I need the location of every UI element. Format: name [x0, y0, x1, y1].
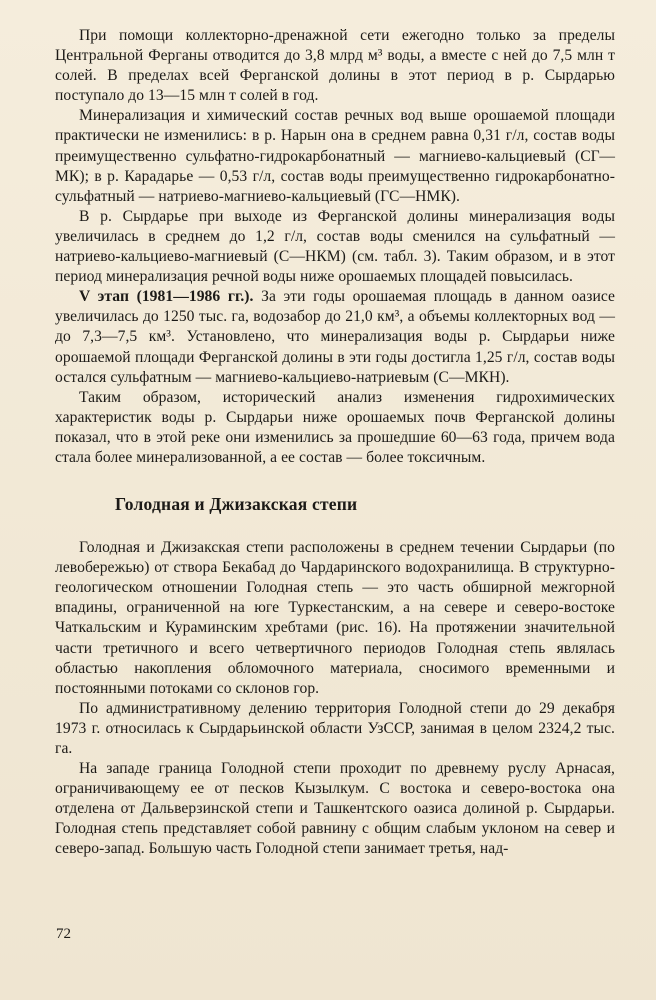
stage-five-text: За эти годы орошаемая площадь в данном оазисе увеличилась до 1250 тыс. га, водозабор до 21,0 км³, а объемы коллекторных вод — до 7,3—7,5 км³. Установлено, что минерализация воды р. Сырдарьи ниже орошаемой площади Ферганской долины в эти годы достигла 1,25 г/л, состав воды остался сульфатным — магниево-кальциево-натриевым (С—МКН).	[55, 288, 615, 386]
paragraph-syrdarya-composition: В р. Сырдарье при выходе из Ферганской долины минерализация воды увеличилась в среднем до 1,2 г/л, состав воды сменился на сульфатный — натриево-кальциево-магниевый (С—НКМ) (см. табл. 3). Таким образом, и в этот период минерализация речной воды ниже орошаемых площадей повысилась.	[55, 207, 615, 286]
paragraph-conclusion: Таким образом, исторический анализ изменения гидрохимических характеристик воды р. Сырдарьи ниже орошаемых почв Ферганской долины показал, что в этой реке они изменились за прошедшие 60—63 года, причем вода стала более минерализованной, а ее состав — более токсичным.	[55, 388, 615, 466]
stage-five-label: V этап (1981—1986 гг.).	[79, 288, 254, 306]
paragraph-mineralization-rivers: Минерализация и химический состав речных вод выше орошаемой площади практически не изменились: в р. Нарын она в среднем равна 0,31 г/л, состав воды преимущественно сульфатно-гидрокарбонатный — магниево-кальциевый (СГ—МК); в р. Карадарье — 0,53 г/л, состав воды преимущественно гидрокарбонатно-сульфатный — натриево-магниево-кальциевый (ГС—НМК).	[55, 107, 615, 205]
section-heading: Голодная и Джизакская степи	[115, 494, 358, 515]
page-number: 72	[56, 926, 71, 942]
page-content	[55, 26, 615, 860]
paragraph-administrative-division: По административному делению территория Голодной степи до 29 декабря 1973 г. относилась к Сырдарьинской области УзССР, занимая в целом 2324,2 тыс. га.	[55, 699, 615, 757]
paragraph-steppe-location: Голодная и Джизакская степи расположены в среднем течении Сырдарьи (по левобережью) от створа Бекабад до Чардаринского водохранилища. В структурно-геологическом отношении Голодная степь — это часть обширной межгорной впадины, ограниченной на юге Туркестанским, а на севере и северо-востоке Чаткальским и Кураминским хребтами (рис. 16). На протяжении значительной части третичного и всего четвертичного периодов Голодная степь являлась областью накопления обломочного материала, сносимого временными и постоянными потоками со склонов гор.	[55, 539, 615, 697]
paragraph-steppe-boundaries: На западе граница Голодной степи проходит по древнему руслу Арнасая, ограничивающему ее от песков Кызылкум. С востока и северо-востока она отделена от Дальверзинской степи и Ташкентского оазиса долиной р. Сырдарьи. Голодная степь представляет собой равнину с общим слабым уклоном на север и северо-запад. Большую часть Голодной степи занимает третья, над-	[55, 760, 615, 858]
paragraph-stage-five	[55, 287, 615, 387]
paragraph-drainage-network: При помощи коллекторно-дренажной сети ежегодно только за пределы Центральной Ферганы отводится до 3,8 млрд м³ воды, а вместе с ней до 7,5 млн т солей. В пределах всей Ферганской долины в этот период в р. Сырдарью поступало до 13—15 млн т солей в год.	[55, 27, 615, 105]
